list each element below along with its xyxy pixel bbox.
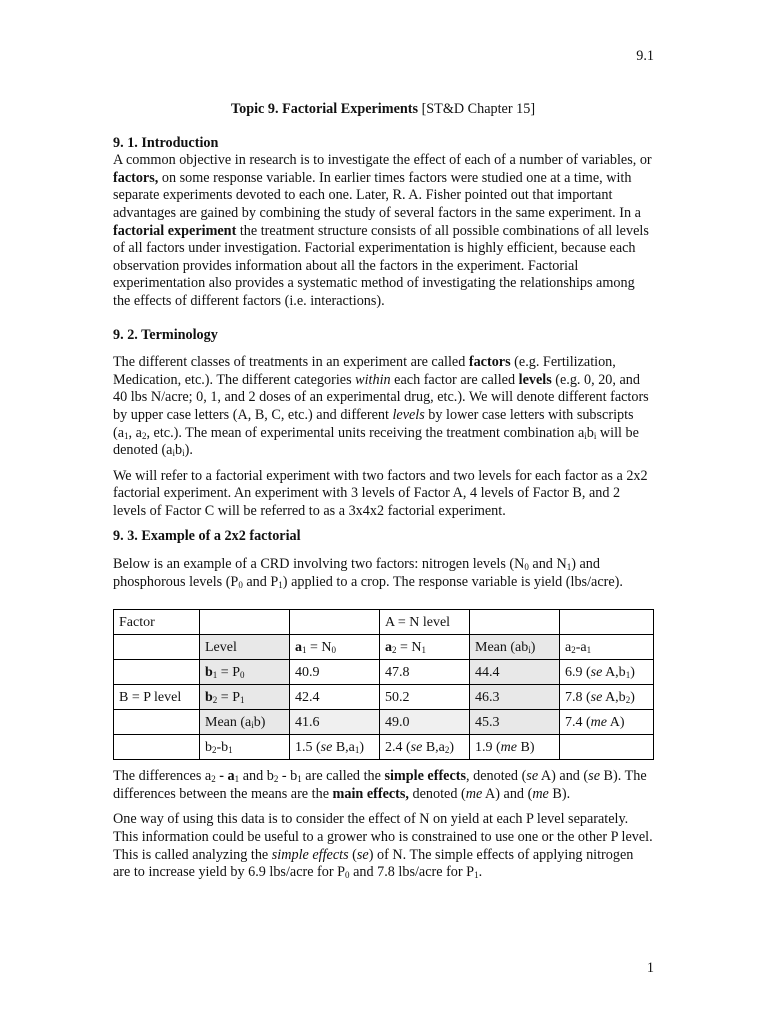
table-cell (290, 610, 380, 635)
terminology-paragraph-1 (113, 354, 653, 460)
text-run: . (478, 864, 483, 881)
text-run: and N (528, 556, 567, 573)
table-cell (114, 635, 200, 660)
table-cell (560, 610, 654, 635)
table-cell (114, 710, 200, 735)
subscript: 1 (586, 644, 592, 655)
subscript: 1 (234, 774, 240, 785)
subscript: 2 (212, 744, 217, 755)
text-run: The differences a (113, 768, 212, 785)
text-run: B) (517, 739, 535, 755)
table-cell (114, 660, 200, 685)
text-run: A) (607, 714, 625, 730)
text-run: ) of N. The simple effects of applying nitrogen are to increase yield by 6.9 lbs/acre for P (113, 846, 634, 881)
text-run: 7.8 ( (565, 689, 591, 705)
table-cell: Level (200, 635, 290, 660)
table-row (114, 635, 654, 660)
page-content (113, 101, 653, 882)
table-cell (380, 635, 470, 660)
text-run: , denoted ( (466, 768, 527, 785)
subscript: 0 (238, 579, 243, 590)
table-cell (290, 635, 380, 660)
text-run: The different classes of treatments in an experiment are called (113, 354, 469, 371)
table-cell (200, 610, 290, 635)
table-cell (470, 635, 560, 660)
text-run: A,b (602, 689, 626, 705)
subscript: 1 (212, 669, 218, 680)
bold-run: factors (468, 354, 511, 371)
subscript: i (251, 719, 254, 730)
table-cell (380, 735, 470, 760)
bold-run: levels (518, 371, 552, 388)
table-cell: 45.3 (470, 710, 560, 735)
table-cell (200, 710, 290, 735)
title-rest: [ST&D Chapter 15] (418, 101, 536, 117)
terminology-paragraph-2: We will refer to a factorial experiment with two factors and two levels for each factor as a 2x2 factorial experiment. An experiment with 3 levels of Factor A, 4 levels of Factor B, and 2 levels of Factor C will be referred to as a 3x4x2 factorial experiment. (113, 467, 648, 519)
text-run: 1.5 ( (295, 739, 321, 755)
text-run: B). (548, 785, 571, 802)
text-run: (e.g. 0, 20, and 40 lbs N/acre; 0, 1, and 2 doses of an experimental drug, etc.). We will denote different factors by upper case letters (A, B, C, etc.) and different (113, 371, 649, 423)
section-heading-introduction: 9. 1. Introduction (113, 134, 219, 151)
bold-run: a (385, 639, 392, 655)
title-bold: Topic 9. Factorial Experiments (230, 101, 419, 117)
text-run: = P (217, 689, 240, 705)
text-run: B). The differences between the means are the (113, 768, 647, 802)
italic-run: levels (392, 406, 425, 423)
subscript: 2 (571, 644, 576, 655)
text-run: = N (306, 639, 332, 655)
text-run: = P (217, 664, 240, 680)
italic-run: se (410, 739, 423, 755)
table-cell (470, 735, 560, 760)
table-cell (560, 710, 654, 735)
section-heading-terminology: 9. 2. Terminology (113, 326, 218, 343)
text-run: on some response variable. In earlier times factors were studied one at a time, with separate experiments devoted to each one. Later, R. A. Fisher pointed out that important advantages are gained by combining the study of several factors in the same experiment. In a (113, 169, 641, 221)
italic-run: se (590, 664, 603, 680)
subscript: i (584, 430, 587, 441)
bold-run: factors, (113, 169, 159, 186)
page-number-bottom: 1 (646, 960, 654, 976)
subscript: 1 (474, 870, 479, 881)
subscript: 2 (392, 644, 397, 655)
table-cell: $b_2-b_1$ (200, 735, 290, 760)
table-cell: 46.3 (470, 685, 560, 710)
table-cell: 49.0 (380, 710, 470, 735)
text-run: , a (128, 424, 142, 441)
subscript: 0 (524, 562, 529, 573)
text-run: (e.g. Fertilization, Medication, etc.). The different categories (113, 354, 616, 388)
text-run: ( (348, 846, 357, 863)
subscript: 1 (278, 579, 283, 590)
table-row (114, 685, 654, 710)
text-run: b (221, 739, 229, 755)
table-cell (200, 660, 290, 685)
bold-run: b (205, 689, 213, 705)
table-cell: 44.4 (470, 660, 560, 685)
text-run: are called the (301, 768, 385, 785)
text-run: ) (630, 689, 635, 705)
table-row (114, 610, 654, 635)
table-cell (114, 735, 200, 760)
page-number-top: 9.1 (636, 48, 654, 64)
table-row (114, 660, 654, 685)
text-run: will be denoted (a (113, 424, 639, 459)
text-run: each factor are called (390, 371, 519, 388)
subscript: 2 (212, 694, 218, 705)
bold-run: - a (215, 768, 235, 785)
text-run: and b (239, 768, 274, 785)
italic-run: se (590, 689, 603, 705)
table-cell: B = P level (114, 685, 200, 710)
table-cell: 50.2 (380, 685, 470, 710)
subscript: 2 (625, 694, 631, 705)
table-cell (200, 685, 290, 710)
text-run: the treatment structure consists of all possible combinations of all levels of all factors under investigation. Factorial experimentation is highly efficient, because each observation provides information about all the factors in the experiment. Factorial experimentation also provides a systematic method of investigating the relationships among the effects of different factors (i.e. interactions). (113, 222, 649, 309)
subscript: 1 (239, 694, 245, 705)
text-run: A) and ( (482, 785, 533, 802)
text-run: - b (278, 768, 298, 785)
simple-effects-paragraph (113, 768, 653, 803)
text-run: denoted ( (408, 785, 466, 802)
table-cell: $a_2-a_1$ (560, 635, 654, 660)
italic-run: me (532, 785, 549, 802)
text-run: 7.4 ( (565, 714, 591, 730)
text-run: 2.4 ( (385, 739, 411, 755)
text-run: Mean (ab (475, 639, 529, 655)
subscript: 1 (421, 644, 427, 655)
italic-run: se (320, 739, 333, 755)
text-run: , etc.). The mean of experimental units receiving the treatment combination a (146, 424, 585, 441)
subscript: i (182, 448, 185, 459)
subscript: 0 (331, 644, 337, 655)
subscript: 0 (345, 870, 350, 881)
italic-run: simple effects (271, 846, 349, 863)
table-cell (560, 660, 654, 685)
subscript: i (528, 644, 531, 655)
intro-paragraph (113, 152, 653, 310)
subscript: 2 (273, 774, 279, 785)
text-run: b (586, 424, 594, 441)
text-run: by lower case letters with subscripts (a (113, 406, 634, 441)
italic-run: within (355, 371, 391, 388)
text-run: B,a (332, 739, 355, 755)
table-cell (470, 610, 560, 635)
table-row (114, 735, 654, 760)
table-cell (290, 735, 380, 760)
page-title (113, 101, 653, 119)
text-run: b) (253, 714, 266, 730)
text-run: A common objective in research is to investigate the effect of each of a number of variables, or (113, 152, 652, 169)
subscript: i (172, 448, 175, 459)
text-run: Below is an example of a CRD involving two factors: nitrogen levels (N (113, 556, 525, 573)
text-run: 6.9 ( (565, 664, 591, 680)
example-paragraph (113, 556, 653, 591)
text-run: b (175, 442, 183, 459)
text-run: ) (449, 739, 455, 755)
italic-run: se (588, 768, 600, 785)
table-row (114, 710, 654, 735)
text-run: ) and phosphorous levels (P (113, 556, 600, 590)
text-run: ). (184, 442, 193, 459)
subscript: i (593, 430, 597, 441)
bold-run: a (295, 639, 302, 655)
text-run: A) and ( (538, 768, 589, 785)
table-cell: 42.4 (290, 685, 380, 710)
subscript: 2 (444, 744, 450, 755)
table-cell: A = N level (380, 610, 470, 635)
bold-run: simple effects (384, 768, 467, 785)
italic-run: me (465, 785, 483, 802)
bold-run: b (205, 664, 213, 680)
text-run: ) (359, 739, 365, 755)
subscript: 2 (211, 774, 216, 785)
subscript: 2 (141, 430, 147, 441)
subscript: 1 (354, 744, 360, 755)
factorial-table (113, 609, 654, 760)
text-run: 1.9 ( (475, 739, 501, 755)
text-run: ) applied to a crop. The response variable is yield (lbs/acre). (282, 573, 623, 590)
text-run: Mean (a (205, 714, 252, 730)
text-run: b (205, 739, 212, 755)
subscript: 1 (625, 669, 631, 680)
subscript: 1 (566, 562, 572, 573)
table-cell: Factor (114, 610, 200, 635)
table-cell: 41.6 (290, 710, 380, 735)
text-run: One way of using this data is to consider the effect of N on yield at each P level separately. This information could be useful to a grower who is constrained to use one or the other P level. This is called analyzing the (113, 811, 653, 863)
subscript: 0 (239, 669, 245, 680)
text-run: B,a (422, 739, 445, 755)
italic-run: se (356, 846, 369, 863)
text-run: and 7.8 lbs/acre for P (349, 864, 475, 881)
text-run: a (565, 639, 572, 655)
text-run: A,b (602, 664, 626, 680)
text-run: a (580, 639, 587, 655)
table-cell (560, 735, 654, 760)
bold-run: main effects, (332, 785, 409, 802)
italic-run: me (500, 739, 517, 755)
text-run: ) (530, 639, 536, 655)
text-run: and P (242, 573, 279, 590)
table-cell (560, 685, 654, 710)
text-run: ) (630, 664, 635, 680)
text-run: = N (396, 639, 422, 655)
section-heading-example: 9. 3. Example of a 2x2 factorial (113, 528, 301, 545)
subscript: 1 (228, 744, 233, 755)
table-cell: 47.8 (380, 660, 470, 685)
subscript: 1 (302, 644, 307, 655)
subscript: 1 (297, 774, 302, 785)
table-cell: 40.9 (290, 660, 380, 685)
italic-run: se (526, 768, 539, 785)
simple-effects-analysis-paragraph (113, 811, 653, 881)
italic-run: me (590, 714, 607, 730)
bold-run: factorial experiment (113, 222, 237, 239)
subscript: 1 (124, 430, 129, 441)
